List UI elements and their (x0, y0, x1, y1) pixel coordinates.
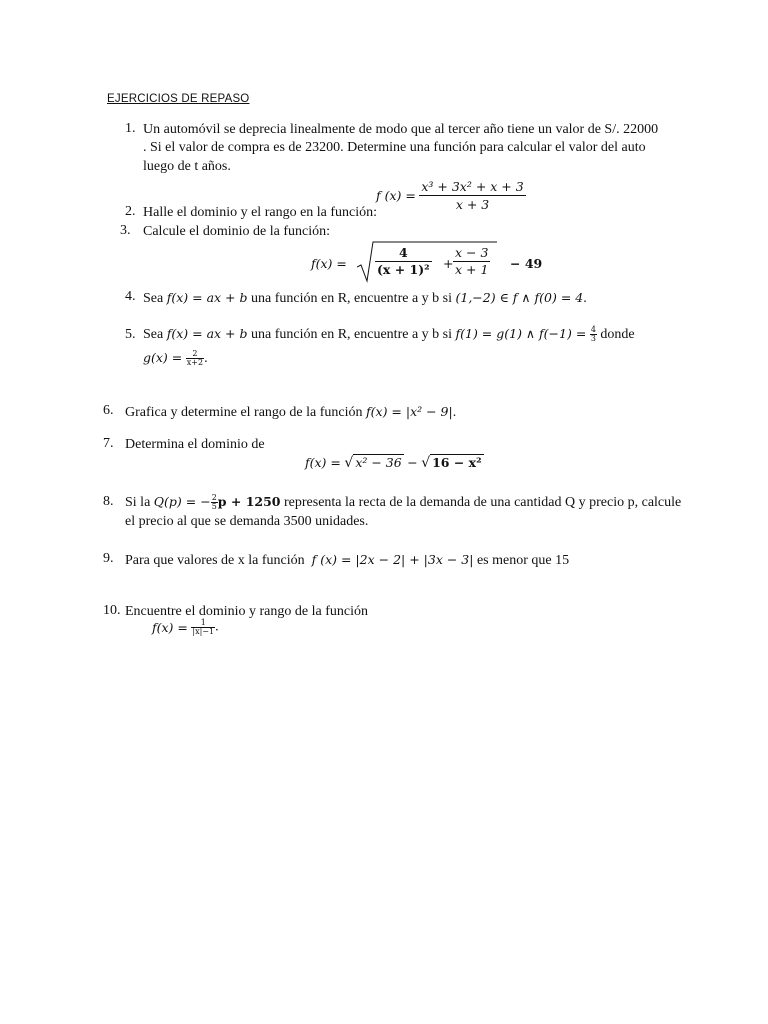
exercise-8-expr-lhs: Q(p) = − (153, 494, 211, 509)
exercise-2-number: 2. (125, 204, 136, 219)
exercise-1-line-1: Un automóvil se deprecia linealmente de modo que al tercer año tiene un valor de S/. 22000 (143, 122, 659, 137)
exercise-5-after: donde (600, 327, 635, 342)
formula-lhs: f (x) = (376, 188, 416, 203)
exercise-8-expr-rhs: p + 1250 (217, 494, 281, 509)
exercise-8-text: representa la recta de la demanda de una cantidad Q y precio p, calcule (284, 495, 682, 510)
exercise-6-number: 6. (103, 403, 114, 418)
exercise-6-expr: f(x) = |x² − 9| (366, 404, 453, 419)
formula-fraction (191, 619, 215, 636)
exercise-7-formula (305, 454, 484, 472)
exercise-5-mid: una función en R, encuentre a y b si (251, 327, 452, 342)
page-title: EJERCICIOS DE REPASO (107, 93, 250, 105)
fraction-numerator: 4 (590, 325, 596, 335)
exercise-9-number: 9. (103, 551, 114, 566)
exercise-10-number: 10. (103, 603, 121, 618)
exercise-4-condition: (1,−2) ∈ f ∧ f(0) = 4 (455, 290, 584, 305)
exercise-4-line (143, 288, 587, 309)
exercise-9-expr: f (x) = |2x − 2| + |3x − 3| (311, 552, 474, 567)
exercise-3-number: 3. (120, 223, 131, 238)
exercise-1-number: 1. (125, 121, 136, 136)
radicand-2: 16 − x² (432, 455, 482, 470)
exercise-2-text: Halle el dominio y el rango en la función: (143, 205, 378, 220)
exercise-1-line-3: luego de t años. (143, 159, 231, 174)
exercise-9-end: es menor que 15 (476, 553, 570, 568)
fraction-numerator: 2 (192, 349, 198, 359)
exercise-9-text: Para que valores de x la función (125, 553, 305, 568)
fraction-numerator: 1 (200, 618, 206, 627)
formula-lhs: f(x) = (305, 455, 341, 470)
fraction-denominator: |x|−1 (192, 627, 215, 636)
exercise-8-line-1 (125, 492, 681, 513)
minus-sign: − (407, 455, 418, 470)
fraction-denominator: x + 3 (419, 195, 525, 213)
exercise-5-g-fraction (186, 350, 204, 367)
exercise-6-end: . (452, 405, 457, 420)
exercise-9-line (125, 550, 569, 571)
exercise-5-line-1 (143, 324, 635, 345)
exercise-5-line-2 (143, 348, 208, 369)
exercise-5-pre: Sea (143, 327, 164, 342)
exercise-4-expr: f(x) = ax + b (166, 290, 248, 305)
radical-sign-icon: √ (421, 455, 431, 471)
exercise-4-number: 4. (125, 289, 136, 304)
exercise-3-text: Calcule el dominio de la función: (143, 224, 331, 239)
exercise-5-condition: f(1) = g(1) ∧ f(−1) = (455, 326, 587, 341)
formula-end: . (215, 619, 219, 635)
formula-lhs: f(x) = (152, 620, 188, 635)
exercise-8-number: 8. (103, 494, 114, 509)
fraction-denominator: (x + 1)² (377, 262, 430, 277)
formula-fraction-1 (375, 245, 432, 278)
exercise-5-g-lhs: g(x) = (143, 350, 183, 365)
fraction-denominator: 3 (590, 334, 596, 344)
radical-sign-icon: √ (344, 455, 354, 471)
exercise-10-text: Encuentre el dominio y rango de la función (125, 604, 368, 619)
formula-fraction-2 (453, 245, 490, 278)
formula-fraction (419, 178, 525, 213)
exercise-8-fraction (211, 494, 218, 511)
exercise-1-line-2: . Si el valor de compra es de 23200. Determine una función para calcular el valor del auto (143, 140, 646, 155)
exercise-4-pre: Sea (143, 291, 164, 306)
exercise-6-text: Grafica y determine el rango de la función (125, 405, 363, 420)
exercise-5-expr: f(x) = ax + b (166, 326, 248, 341)
exercise-5-number: 5. (125, 327, 136, 342)
exercise-8-pre: Si la (125, 495, 151, 510)
fraction-numerator: 2 (211, 493, 217, 503)
exercise-5-g-end: . (204, 351, 208, 366)
exercise-6-line (125, 402, 456, 423)
exercise-7-text: Determina el dominio de (125, 437, 265, 452)
radicand-1: x² − 36 (355, 455, 402, 470)
plus-sign: + (443, 256, 454, 271)
exercise-4-mid: una función en R, encuentre a y b si (251, 291, 452, 306)
exercise-2-formula (376, 178, 526, 213)
exercise-4-end: . (583, 291, 587, 306)
formula-lhs: f(x) = (311, 256, 347, 271)
exercise-7-number: 7. (103, 436, 114, 451)
exercise-5-fraction (590, 326, 597, 343)
formula-tail: − 49 (510, 256, 543, 271)
fraction-numerator: x − 3 (455, 245, 489, 260)
fraction-numerator: x³ + 3x² + x + 3 (421, 179, 524, 194)
exercise-8-line-2: el precio al que se demanda 3500 unidades. (125, 514, 369, 529)
fraction-denominator: x+2 (186, 358, 204, 368)
fraction-numerator: 4 (398, 245, 408, 260)
fraction-denominator: 5 (211, 502, 217, 512)
fraction-denominator: x + 1 (455, 262, 489, 277)
exercise-10-formula (152, 619, 219, 636)
